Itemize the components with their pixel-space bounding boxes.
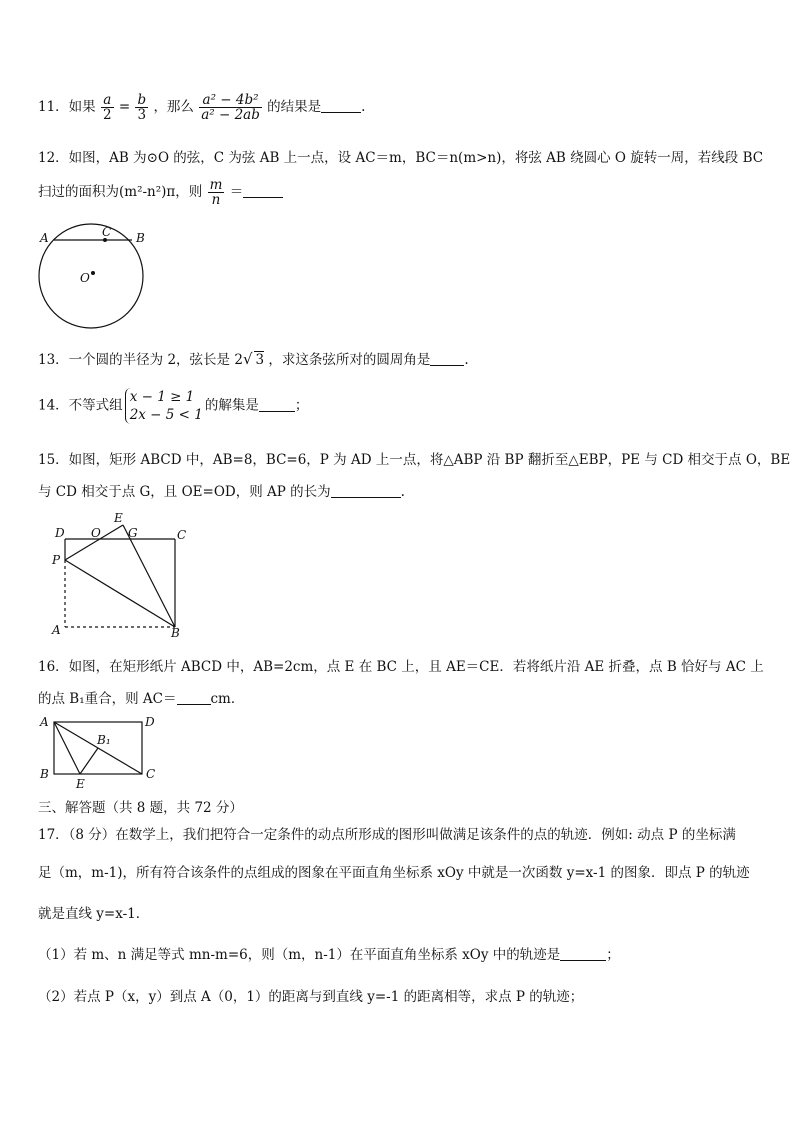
q16-label-b: B [40,767,49,781]
q15-label-o: O [91,526,101,540]
q15-label-a: A [52,623,61,637]
q14-suffix: 的解集是 [204,397,259,414]
q11-fraction-a-over-2: $\frac{a}{2}$ [102,92,112,124]
q17-part1-answer-blank[interactable] [560,948,606,961]
q16-rectangle-figure [36,712,166,790]
q12-fraction-m-over-n: $\frac{m}{n}$ [209,177,223,209]
q12-line-2 [38,178,283,207]
q17-part1-text: （1）若 m、n 满足等式 mn-m=6，则（m，n-1）在平面直角坐标系 xOy 中的轨迹是 [38,947,561,963]
q14-inequality-1: x − 1 ≥ 1 [129,389,195,405]
q12-circle-figure [36,222,154,330]
q16-label-d: D [145,715,155,729]
q12-label-o: O [80,271,90,285]
q13-suffix: ，求这条弦所对的圆周角是 [268,352,431,368]
q15-answer-blank[interactable] [331,485,401,498]
q16-label-a: A [40,715,49,729]
q16-answer-blank[interactable] [177,692,211,705]
q15-rectangle-figure [48,510,198,640]
question-11 [38,93,365,122]
question-13 [38,348,469,368]
q11-fraction-b-over-3: $\frac{b}{3}$ [137,92,147,124]
q11-suffix: 的结果是 [267,99,322,116]
q14-prefix: 14．不等式组 [38,397,123,414]
q16-line2-prefix: 的点 B₁重合，则 AC＝ [38,691,177,707]
q14-end: ； [294,397,309,414]
q17-line-1: 17．（8 分）在数学上，我们把符合一定条件的动点所形成的图形叫做满足该条件的点的轨迹．例如: 动点 P 的坐标满 [38,827,736,843]
q14-inequality-2: 2x − 5 < 1 [129,407,203,424]
q11-equals: = [118,99,131,116]
q14-answer-blank[interactable] [259,399,295,412]
q17-part1-end: ； [606,947,620,963]
q15-label-e: E [114,511,123,525]
q17-line-3: 就是直线 y=x-1． [38,906,150,922]
q16-line2-suffix: cm． [210,691,245,707]
q13-prefix: 13．一个圆的半径为 2，弦长是 2 [38,352,243,368]
q11-end: . [361,99,366,116]
q13-sqrt-value: 3 [255,352,265,368]
sqrt-symbol: √ [242,350,253,368]
question-14 [38,388,308,424]
q12-label-b: B [136,231,145,245]
q15-label-c: C [177,528,187,542]
q16-line-2 [38,687,244,707]
q17-part-2: （2）若点 P（x，y）到点 A（0，1）的距离与到直线 y=-1 的距离相等，求点 P 的轨迹； [38,989,584,1005]
q12-label-c: C [102,225,112,239]
q15-label-b: B [171,626,180,640]
q15-line-2 [38,480,405,500]
q12-point-o [91,271,95,275]
q11-answer-blank[interactable] [321,100,361,113]
q15-label-g: G [128,526,138,540]
q15-line-1: 15．如图，矩形 ABCD 中，AB=8，BC=6，P 为 AD 上一点，将△ABP 沿 BP 翻折至△EBP，PE 与 CD 相交于点 O，BE [38,452,791,468]
q12-equals: ＝ [229,184,244,201]
q16-line-1: 16．如图，在矩形纸片 ABCD 中，AB=2cm，点 E 在 BC 上，且 AE＝CE．若将纸片沿 AE 折叠，点 B 恰好与 AC 上 [38,659,764,675]
q16-label-c: C [146,767,156,781]
q11-prefix: 11．如果 [38,99,96,116]
q17-part-1 [38,943,620,963]
q12-answer-blank[interactable] [243,185,283,198]
q17-line-2: 足（m，m-1)，所有符合该条件的点组成的图象在平面直角坐标系 xOy 中就是一次函数 y=x-1 的图象．即点 P 的轨迹 [38,865,750,881]
q16-label-e: E [76,777,85,790]
q15-label-d: D [55,526,65,540]
q14-inequality-system [125,388,203,424]
q16-label-b1: B₁ [97,733,111,747]
q11-expression-fraction: $\frac{\text{a² − 4b²}}{\text{a² − 2ab}}$ [201,92,260,124]
q15-line2-prefix: 与 CD 相交于点 G，且 OE=OD，则 AP 的长为 [38,484,331,500]
q12-label-a: A [40,231,49,245]
q13-end: . [464,352,469,368]
q12-line-1: 12．如图，AB 为⊙O 的弦，C 为弦 AB 上一点，设 AC＝m，BC＝n(m>n)，将弦 AB 绕圆心 O 旋转一周，若线段 BC [38,150,764,166]
q16-segment-eb1 [80,748,98,774]
q11-mid: ，那么 [153,99,194,116]
section-3-title: 三、解答题（共 8 题，共 72 分） [38,800,243,816]
q15-end: . [400,484,405,500]
q12-line2-prefix: 扫过的面积为(m²-n²)π，则 [38,184,203,201]
q13-answer-blank[interactable] [430,353,464,366]
q15-label-p: P [52,553,61,567]
